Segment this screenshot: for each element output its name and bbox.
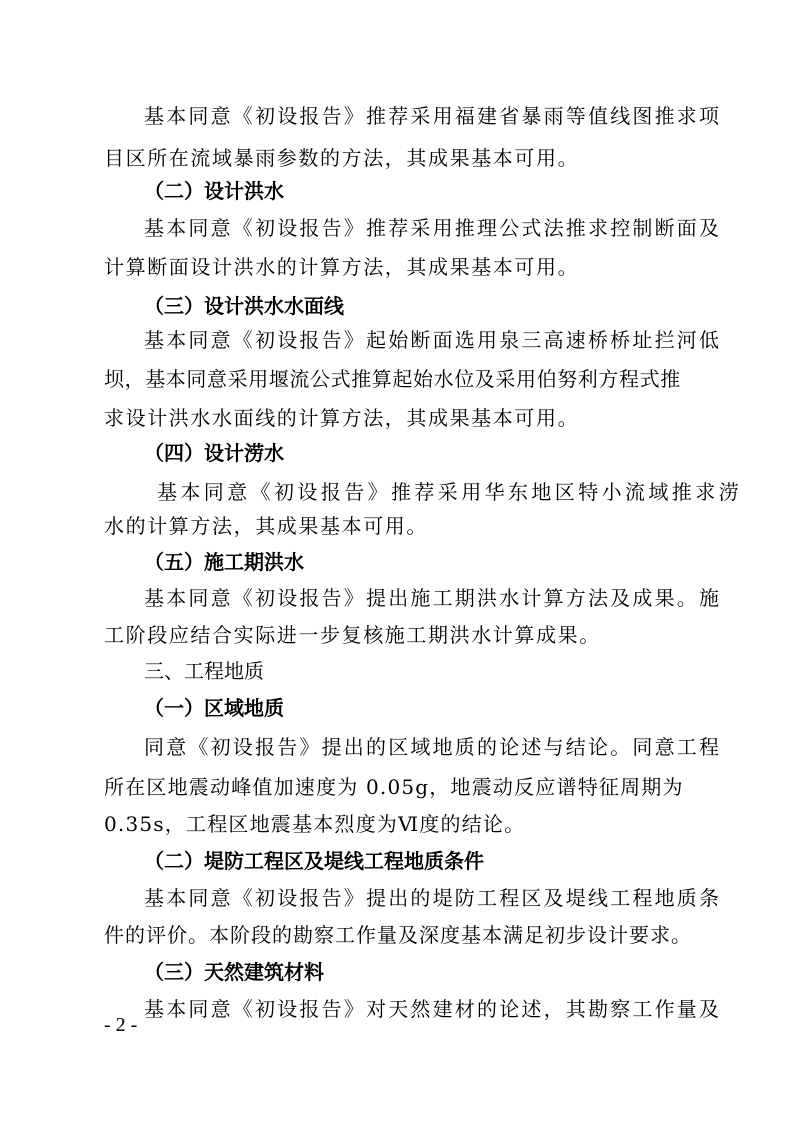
paragraph-line: 计算断面设计洪水的计算方法，其成果基本可用。 (104, 255, 580, 279)
chapter-heading: 三、工程地质 (144, 659, 264, 683)
paragraph-line: 0.35s，工程区地震基本烈度为Ⅵ度的结论。 (104, 812, 526, 836)
paragraph-line: 同意《初设报告》提出的区域地质的论述与结论。同意工程 (144, 735, 722, 759)
paragraph-line: 基本同意《初设报告》提出的堤防工程区及堤线工程地质条 (144, 886, 722, 910)
paragraph-line: 水的计算方法，其成果基本可用。 (104, 514, 428, 538)
paragraph-line: 坝，基本同意采用堰流公式推算起始水位及采用伯努利方程式推 (104, 367, 681, 391)
page-number: - 2 - (104, 1014, 138, 1036)
section-heading: （四）设计涝水 (144, 441, 284, 465)
paragraph-line: 基本同意《初设报告》推荐采用华东地区特小流域推求涝 (157, 480, 742, 504)
section-heading: （二）设计洪水 (144, 179, 284, 203)
section-heading: （一）区域地质 (144, 696, 284, 720)
paragraph-line: 基本同意《初设报告》推荐采用推理公式法推求控制断面及 (144, 216, 722, 240)
paragraph-line: 求设计洪水水面线的计算方法，其成果基本可用。 (104, 406, 580, 430)
paragraph-line: 基本同意《初设报告》推荐采用福建省暴雨等值线图推求项 (144, 104, 722, 128)
section-heading: （三）设计洪水水面线 (144, 294, 344, 318)
paragraph-line: 目区所在流域暴雨参数的方法，其成果基本可用。 (104, 146, 580, 170)
section-heading: （五）施工期洪水 (144, 550, 304, 574)
paragraph-line: 基本同意《初设报告》起始断面选用泉三高速桥桥址拦河低 (144, 328, 722, 352)
paragraph-line: 工阶段应结合实际进一步复核施工期洪水计算成果。 (104, 623, 601, 647)
section-heading: （三）天然建筑材料 (144, 960, 324, 984)
paragraph-line: 基本同意《初设报告》对天然建材的论述，其勘察工作量及 (144, 997, 722, 1021)
paragraph-line: 基本同意《初设报告》提出施工期洪水计算方法及成果。施 (144, 586, 722, 610)
section-heading: （二）堤防工程区及堤线工程地质条件 (144, 849, 484, 873)
paragraph-line: 所在区地震动峰值加速度为 0.05g，地震动反应谱特征周期为 (104, 775, 684, 799)
paragraph-line: 件的评价。本阶段的勘察工作量及深度基本满足初步设计要求。 (104, 923, 692, 947)
